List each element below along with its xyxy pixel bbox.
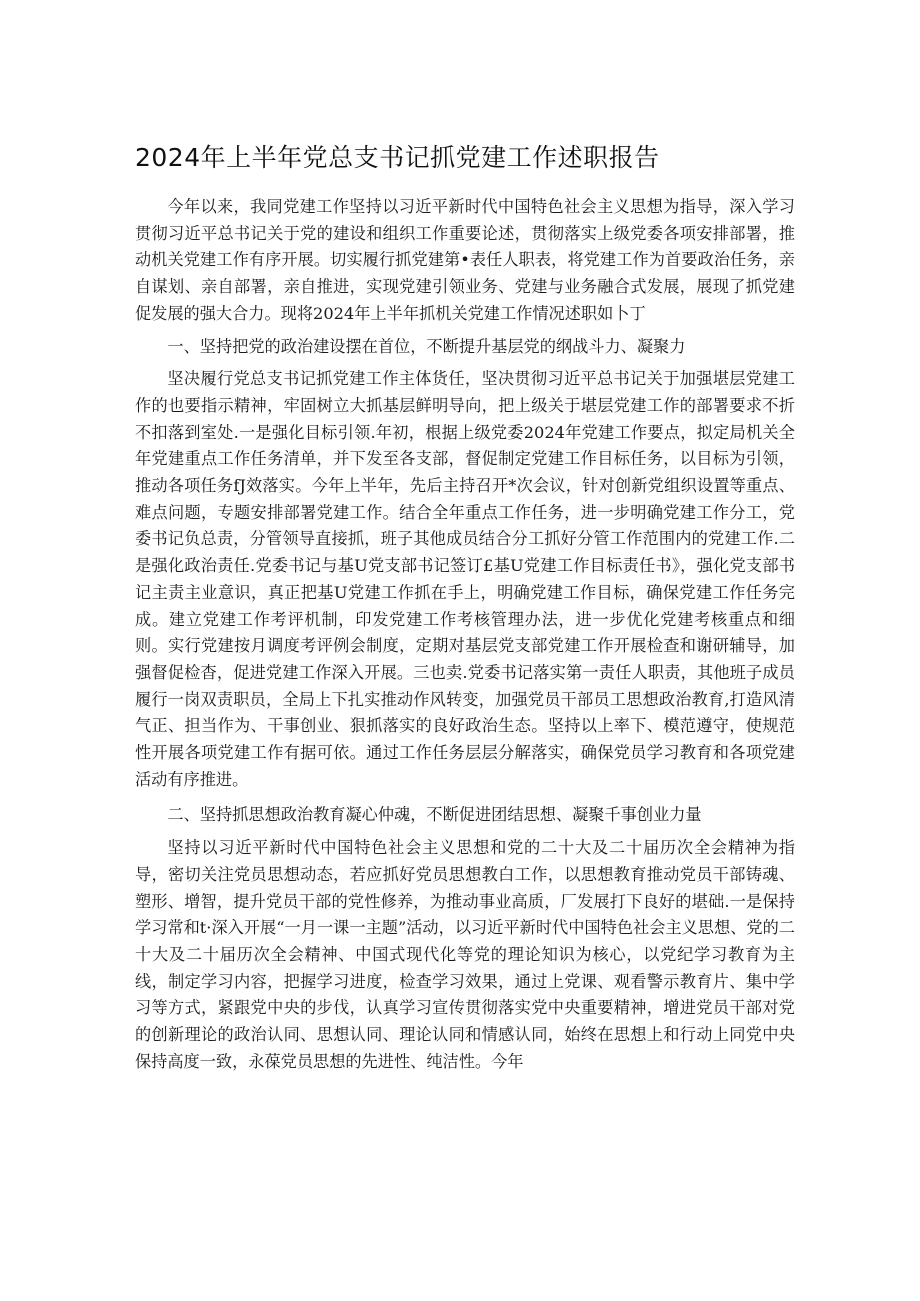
section-heading-2: 二、坚持抓思想政治教育凝心仲魂，不断促进团结思想、凝聚千事创业力量	[167, 805, 702, 825]
intro-paragraph: 今年以来，我同党建工作坚持以习近平新时代中国特色社会主义思想为指导，深入学习贯彻习近平总书记关于党的建设和组织工作重要论述，贯彻落实上级党委各项安排部署，推动机关党建工作有序开展。切实履行抓党建第•表任人职表，将党建工作为首要政治任务，亲自谋划、亲自部署，亲自推进，实现党建引领业务、党建与业务融合式发展，展现了抓党建促发展的强大合力。现将2024年上半年抓机关党建工作情况述职如卜丁	[135, 197, 795, 323]
document-page	[135, 138, 795, 1076]
document-title: 2024年上半年党总支书记抓党建工作述职报告	[135, 143, 660, 172]
section-paragraph-1: 坚决履行党总支书记抓党建工作主体货任，坚决贯彻习近平总书记关于加强堪层党建工作的也要指示精神，牢固树立大抓基层鲜明导向，把上级关于堪层党建工作的部署要求不折不扣落到室处.一是强化目标引领.年初，根据上级党委2024年党建工作要点，拟定局机关全年党建重点工作任务清单，并下发至各支部，督促制定党建工作目标任务，以目标为引领，推动各项任务fJ效落实。今年上半年，先后主持召开*次会议，针对创新党组织设置等重点、难点问题，专题安排部署党建工作。结合全年重点工作任务，进一步明确党建工作分工，党委书记负总责，分管领导直接抓，班子其他成员结合分工抓好分管工作范围内的党建工作.二是强化政治责任.党委书记与基U党支部书记签订£基U党建工作目标责任书》，强化党支部书记主责主业意识，真正把基U党建工作抓在手上，明确党建工作目标，确保党建工作任务完成。建立党建工作考评机制，印发党建工作考核管理办法，进一步优化党建考核重点和细则。实行党建按月调度考评例会制度，定期对基层党支部党建工作开展检查和谢研辅导，加强督促检杳，促进党建工作深入开展。三也卖.党委书记落实第一责任人职责，其他班子成员履行一岗双责职员，全局上下扎实推动作风转变，加强党员干部员工思想政治教育,打造风清气正、担当作为、干事创业、狠抓落实的良好政治生态。坚持以上率下、模范遵守，使规范性开展各项党建工作有据可依。通过工作任务层层分解落实，确保党员学习教育和各项党建活动有序推进。	[135, 369, 795, 789]
section-heading-1: 一、坚持把党的政治建设摆在首位，不断提升基层党的纲战斗力、凝聚力	[167, 336, 686, 356]
section-paragraph-2: 坚持以习近平新时代中国特色社会主义思想和党的二十大及二十届历次全会精神为指导，密切关注党员思想动态，若应抓好党员思想教白工作，以思想教育推动党员干部铸魂、塑形、增智，提升党员干部的党性修养，为推动事业高质，厂发展打下良好的堪础.一是保持学习常和t·深入开展“一月一课一主题”活动，以习近平新时代中国特色社会主义思想、党的二十大及二十届历次全会精神、中国式现代化等党的理论知识为核心，以党纪学习教育为主线，制定学习内容，把握学习进度，检查学习效果，通过上党课、观看警示教育片、集中学习等方式，紧跟党中央的步伐，认真学习宣传贯彻落实党中央重要精神，增进党员干部对党的创新理论的政治认同、思想认同、理论认同和情感认同，始终在思想上和行动上同党中央保持高度一致，永葆党员思想的先进性、纯洁性。今年	[135, 838, 795, 1071]
